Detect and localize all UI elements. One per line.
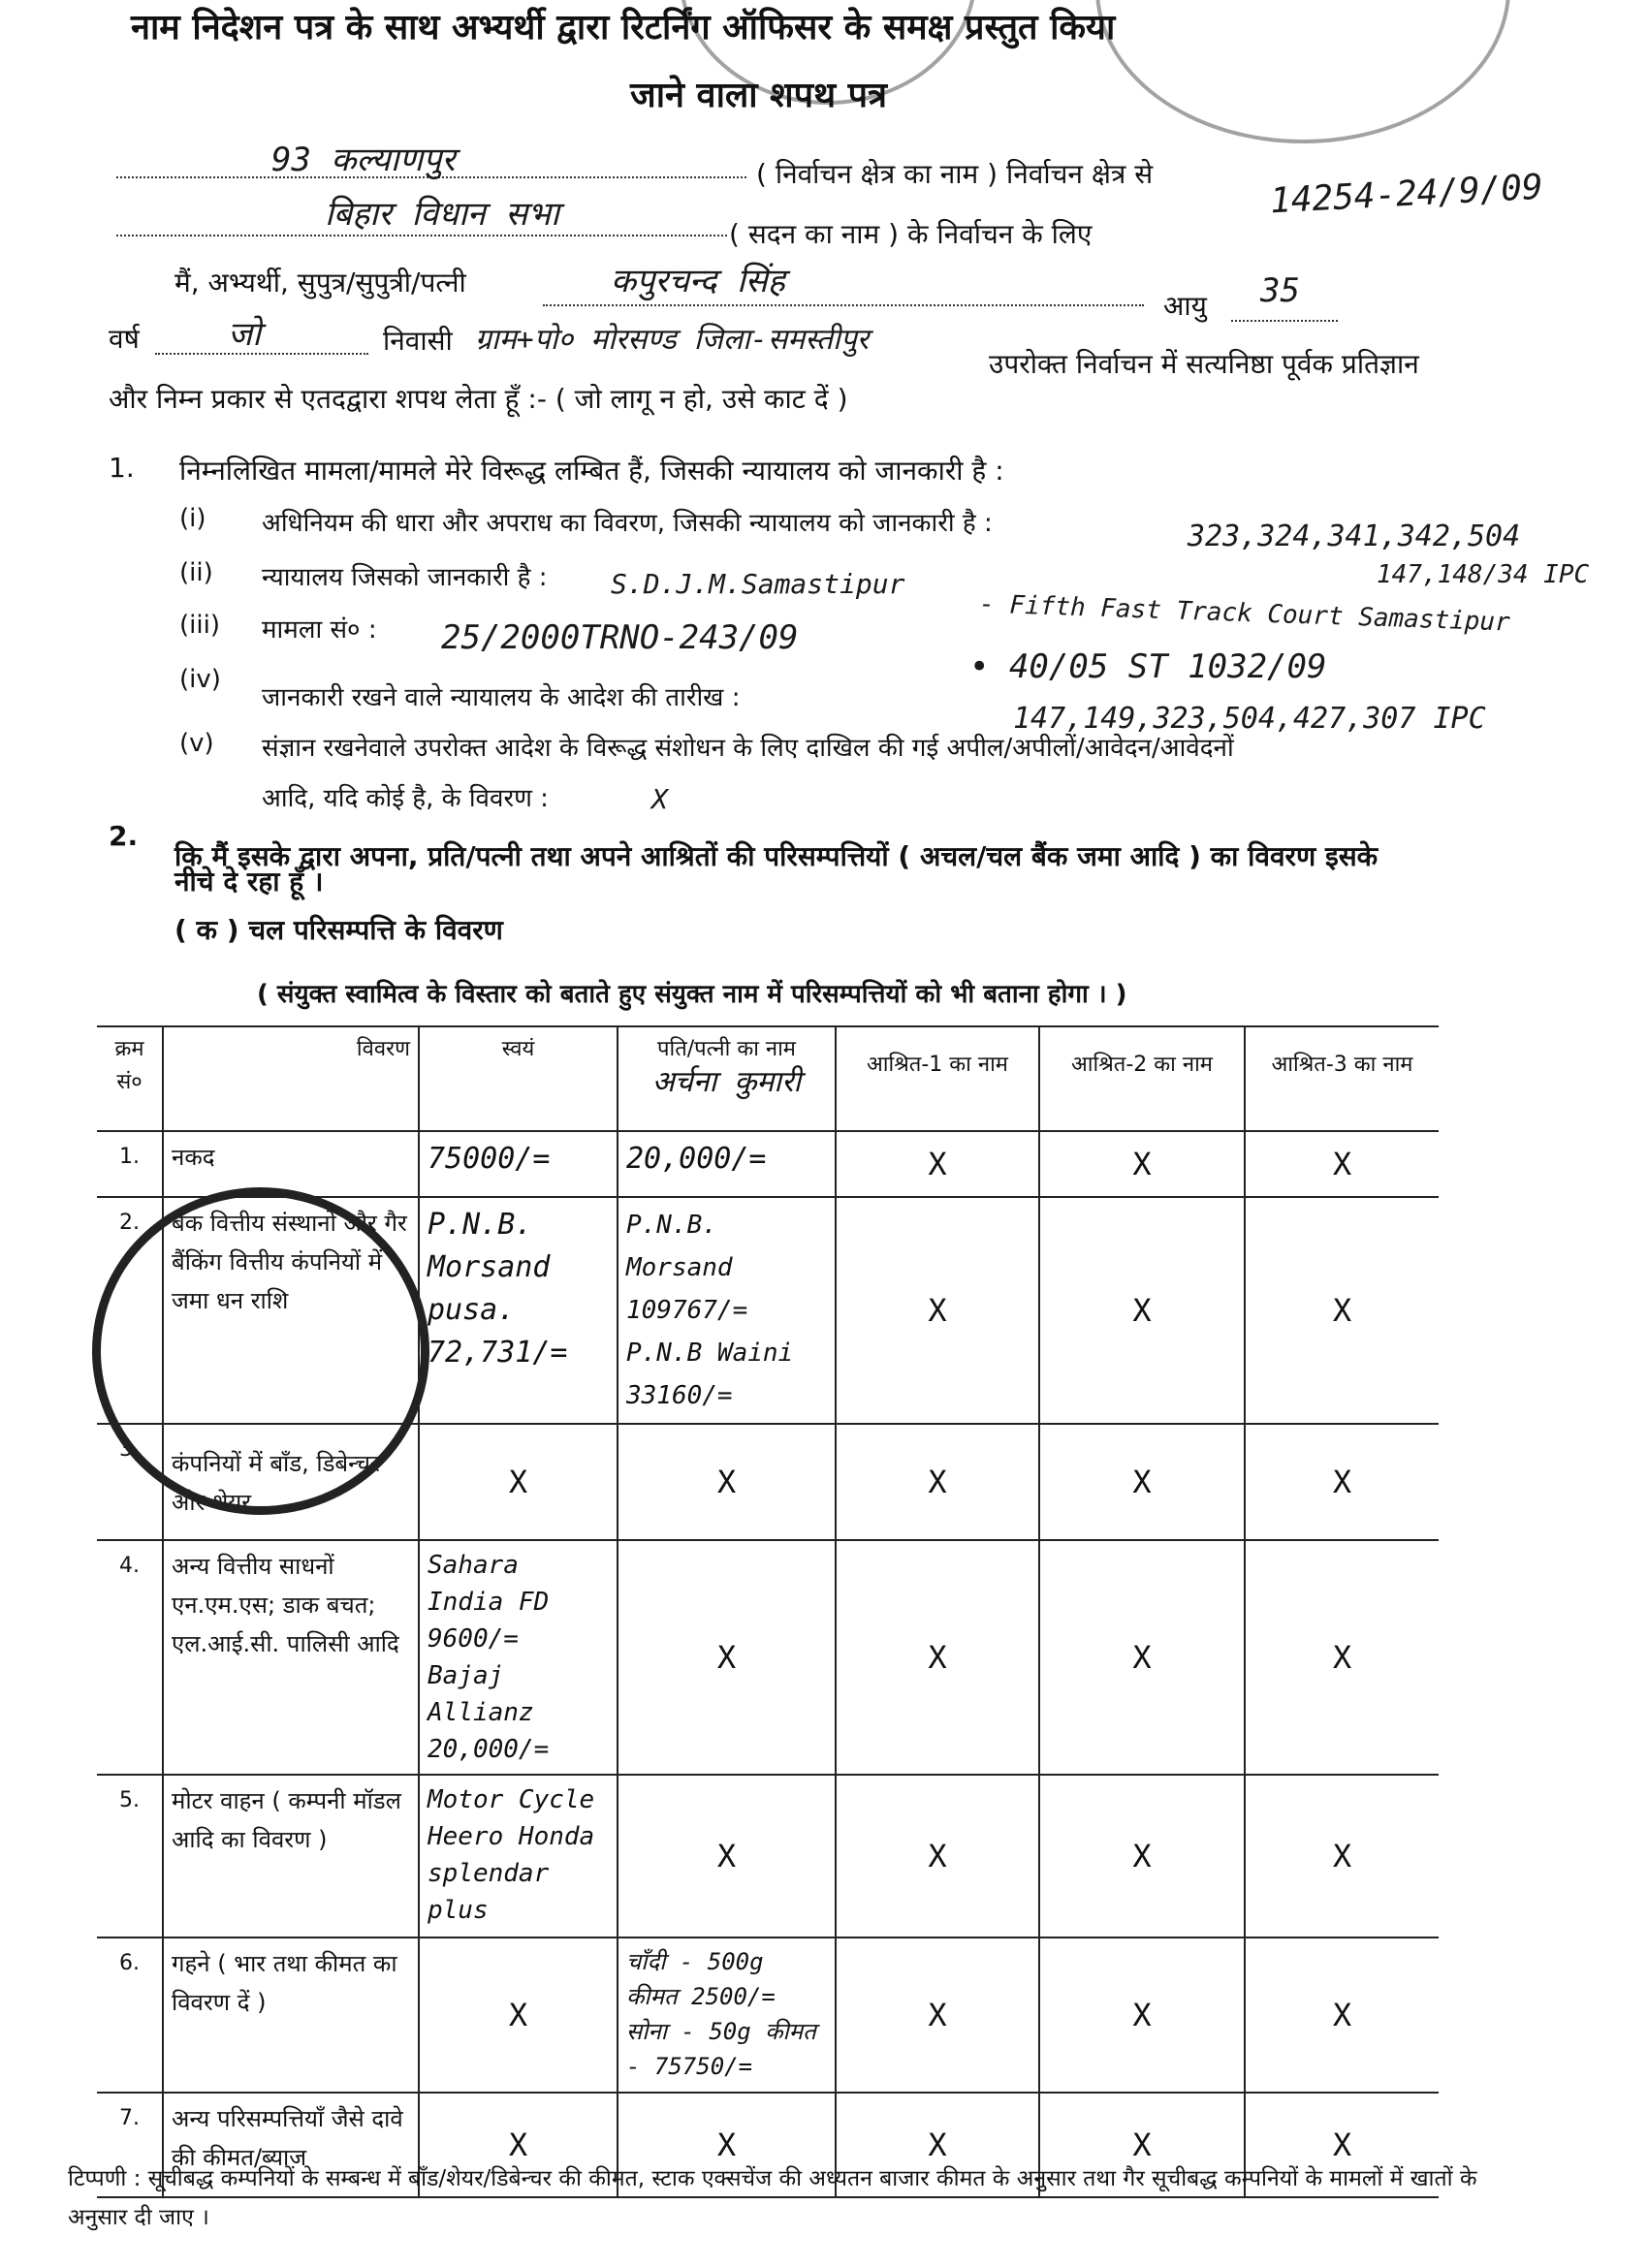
row-description: बैंक वित्तीय संस्थानों और गैर बैंकिंग वित्तीय कंपनियों में जमा धन राशि <box>163 1197 419 1424</box>
row-dependent-3: X <box>1245 1197 1439 1424</box>
year-value: जो <box>228 315 262 354</box>
row-dependent-2: X <box>1039 2093 1245 2197</box>
row-spouse: X <box>618 2093 836 2197</box>
table-row <box>97 1937 1439 2093</box>
table-row <box>97 1540 1439 1775</box>
item-iii-label: मामला सं० : <box>262 615 377 645</box>
row-self: Motor Cycle Heero Honda splendar plus <box>419 1775 618 1937</box>
header-description: विवरण <box>163 1026 419 1131</box>
row-dependent-3: X <box>1245 1131 1439 1197</box>
stamp-number: 14254-24/9/09 <box>1269 167 1544 222</box>
official-seal <box>92 1187 429 1515</box>
header-self: स्वयं <box>419 1026 618 1131</box>
row-dependent-1: X <box>836 1540 1039 1775</box>
item-iv-label: जानकारी रखने वाले न्यायालय के आदेश की तारीख : <box>262 683 741 712</box>
item-iv-num: (iv) <box>179 665 221 694</box>
item-v-label-1: संज्ञान रखनेवाले उपरोक्त आदेश के विरूद्ध संशोधन के लिए दाखिल की गई अपील/अपीलों/आवेदन/आवेदनों <box>262 734 1234 763</box>
header-dependent-2: आश्रित-2 का नाम <box>1039 1026 1245 1131</box>
row-sno: 6. <box>97 1937 163 2093</box>
section2-text-1: कि मैं इसके द्वारा अपना, प्रति/पत्नी तथा अपने आश्रितों की परिसम्पत्तियों ( अचल/चल बैंक जमा आदि ) का विवरण इसके <box>174 840 1379 872</box>
row-description: अन्य परिसम्पत्तियाँ जैसे दावे की कीमत/ब्याज <box>163 2093 419 2197</box>
row-dependent-1: X <box>836 2093 1039 2197</box>
row-self: 75000/= <box>419 1131 618 1197</box>
section1-num: 1. <box>109 452 135 484</box>
row-sno: 5. <box>97 1775 163 1937</box>
item-iv-value: 147,149,323,504,427,307 IPC <box>1013 702 1486 736</box>
item-ii-value2: - Fifth Fast Track Court Samastipur <box>978 589 1511 638</box>
constituency-label: ( निर्वाचन क्षेत्र का नाम ) निर्वाचन क्षेत्र से <box>756 158 1154 190</box>
row-dependent-2: X <box>1039 1540 1245 1775</box>
row-sno: 2. <box>97 1197 163 1424</box>
row-dependent-3: X <box>1245 1937 1439 2093</box>
row-dependent-3: X <box>1245 1424 1439 1540</box>
row-description: गहने ( भार तथा कीमत का विवरण दें ) <box>163 1937 419 2093</box>
row-spouse: X <box>618 1540 836 1775</box>
row-sno: 3. <box>97 1424 163 1540</box>
constituency-value: 93 कल्याणपुर <box>271 141 456 179</box>
row-description: कंपनियों में बाँड, डिबेन्चर और शेयर <box>163 1424 419 1540</box>
row-sno: 7. <box>97 2093 163 2197</box>
row-sno: 1. <box>97 1131 163 1197</box>
item-ii-value: S.D.J.M.Samastipur <box>611 568 905 600</box>
item-v-num: (v) <box>179 729 214 758</box>
movable-assets-note: ( संयुक्त स्वामित्व के विस्तार को बताते हुए संयुक्त नाम में परिसम्पत्तियों को भी बताना होगा । ) <box>257 980 1127 1009</box>
item-i-value2: 147,148/34 IPC <box>1377 560 1590 589</box>
row-dependent-1: X <box>836 1197 1039 1424</box>
row-dependent-2: X <box>1039 1424 1245 1540</box>
row-self: X <box>419 1937 618 2093</box>
row-dependent-2: X <box>1039 1775 1245 1937</box>
item-i-label: अधिनियम की धारा और अपराध का विवरण, जिसकी न्यायालय को जानकारी है : <box>262 509 993 538</box>
page-subtitle: जाने वाला शपथ पत्र <box>630 76 887 115</box>
section2-text-2: नीचे दे रहा हूँ । <box>174 866 324 898</box>
oath-text-1: उपरोक्त निर्वाचन में सत्यनिष्ठा पूर्वक प्रतिज्ञान <box>989 348 1419 380</box>
top-stamp-right <box>1095 0 1510 143</box>
item-iii-value2: • 40/05 ST 1032/09 <box>969 647 1327 686</box>
row-dependent-3: X <box>1245 2093 1439 2197</box>
oath-text-2: और निम्न प्रकार से एतदद्वारा शपथ लेता हूँ :- ( जो लागू न हो, उसे काट दें ) <box>109 383 848 415</box>
item-i-num: (i) <box>179 504 206 533</box>
age-underline <box>1231 318 1338 322</box>
row-dependent-1: X <box>836 1424 1039 1540</box>
address-value: ग्राम+पो० मोरसण्ड जिला-समस्तीपुर <box>475 323 870 357</box>
row-self: X <box>419 2093 618 2197</box>
table-row <box>97 1131 1439 1197</box>
row-spouse: X <box>618 1775 836 1937</box>
row-spouse: 20,000/= <box>618 1131 836 1197</box>
row-dependent-1: X <box>836 1131 1039 1197</box>
item-v-value: X <box>651 783 668 815</box>
table-header-row <box>97 1026 1439 1131</box>
deponent-label: मैं, अभ्यर्थी, सुपुत्र/सुपुत्री/पत्नी <box>174 267 466 299</box>
row-sno: 4. <box>97 1540 163 1775</box>
father-value: कपुरचन्द सिंह <box>611 262 785 300</box>
item-v-label-2: आदि, यदि कोई है, के विवरण : <box>262 784 549 813</box>
item-ii-label: न्यायालय जिसको जानकारी है : <box>262 563 548 592</box>
row-self: P.N.B. Morsand pusa. 72,731/= <box>419 1197 618 1424</box>
row-dependent-2: X <box>1039 1131 1245 1197</box>
item-ii-num: (ii) <box>179 558 213 587</box>
row-dependent-3: X <box>1245 1775 1439 1937</box>
item-iii-num: (iii) <box>179 611 220 640</box>
year-label: वर्ष <box>109 323 140 355</box>
item-i-value: 323,324,341,342,504 <box>1188 520 1521 553</box>
father-underline <box>543 302 1144 306</box>
footnote: टिप्पणी : सूचीबद्ध कम्पनियों के सम्बन्ध में बाँड/शेयर/डिबेन्चर की कीमत, स्टाक एक्सचेंज की अध्यतन बाजार कीमत के अनुसार तथा गैर सूचीबद्ध कम्पनियों के मामलों में खातों के अनुसार दी जाए । <box>68 2166 1477 2230</box>
row-self: X <box>419 1424 618 1540</box>
item-iii-value: 25/2000TRNO-243/09 <box>441 618 799 657</box>
resident-label: निवासी <box>383 325 453 357</box>
age-label: आयु <box>1163 290 1207 322</box>
age-value: 35 <box>1260 271 1300 310</box>
header-dependent-3: आश्रित-3 का नाम <box>1245 1026 1439 1131</box>
row-dependent-1: X <box>836 1937 1039 2093</box>
row-dependent-2: X <box>1039 1937 1245 2093</box>
header-spouse-label: पति/पत्नी का नाम <box>657 1037 796 1061</box>
section2-num: 2. <box>109 820 139 852</box>
row-self: Sahara India FD 9600/= Bajaj Allianz 20,000/= <box>419 1540 618 1775</box>
house-value: बिहार विधान सभा <box>325 195 559 234</box>
row-description: मोटर वाहन ( कम्पनी मॉडल आदि का विवरण ) <box>163 1775 419 1937</box>
spouse-name: अर्चना कुमारी <box>651 1065 802 1099</box>
header-spouse <box>618 1026 836 1131</box>
house-label: ( सदन का नाम ) के निर्वाचन के लिए <box>729 218 1093 250</box>
row-dependent-2: X <box>1039 1197 1245 1424</box>
row-dependent-3: X <box>1245 1540 1439 1775</box>
table-row <box>97 1775 1439 1937</box>
page-title: नाम निदेशन पत्र के साथ अभ्यर्थी द्वारा रिटर्निंग ऑफिसर के समक्ष प्रस्तुत किया <box>131 8 1116 47</box>
header-sno: क्रम सं० <box>97 1026 163 1131</box>
row-spouse: X <box>618 1424 836 1540</box>
row-description: अन्य वित्तीय साधनों एन.एम.एस; डाक बचत; एल.आई.सी. पालिसी आदि <box>163 1540 419 1775</box>
header-dependent-1: आश्रित-1 का नाम <box>836 1026 1039 1131</box>
row-description: नकद <box>163 1131 419 1197</box>
row-spouse: P.N.B. Morsand 109767/= P.N.B Waini 33160/= <box>618 1197 836 1424</box>
row-dependent-1: X <box>836 1775 1039 1937</box>
movable-assets-heading: ( क ) चल परिसम्पत्ति के विवरण <box>174 914 503 946</box>
year-underline <box>155 351 368 355</box>
section1-heading: निम्नलिखित मामला/मामले मेरे विरूद्ध लम्बित हैं, जिसकी न्यायालय को जानकारी है : <box>179 455 1004 487</box>
row-spouse: चाँदी - 500g कीमत 2500/= सोना - 50g कीमत - 75750/= <box>618 1937 836 2093</box>
